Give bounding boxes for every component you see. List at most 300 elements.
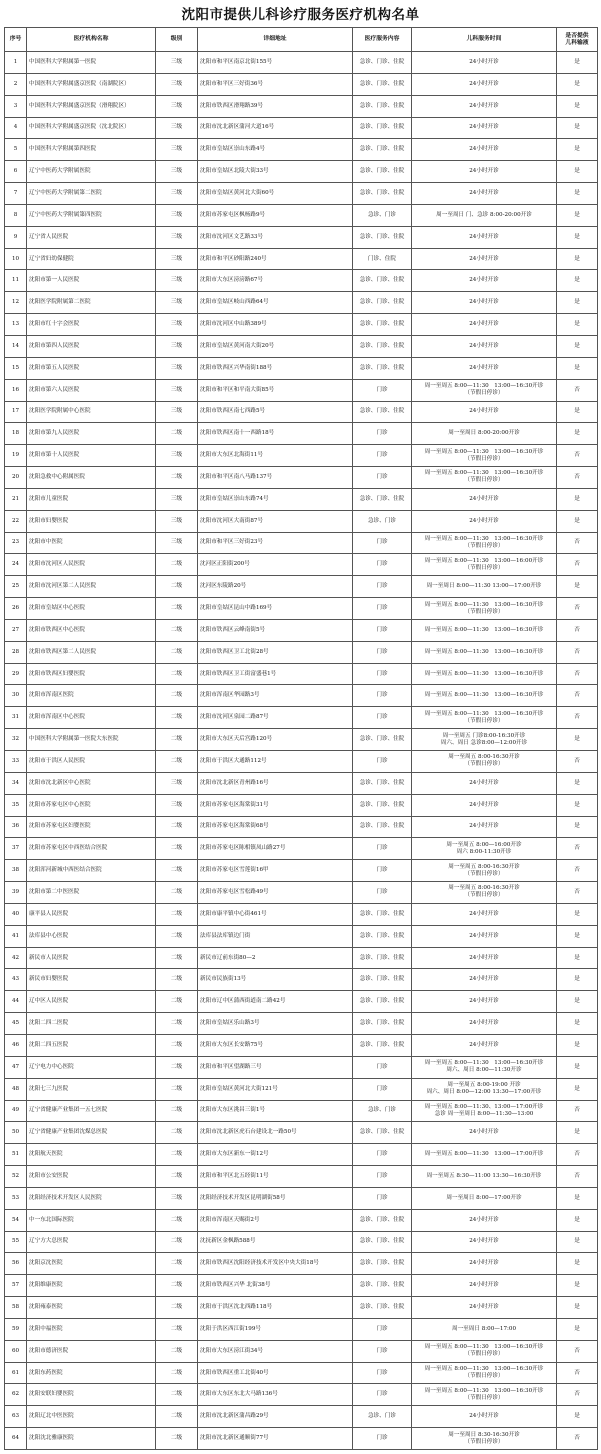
cell-level: 二级 bbox=[156, 467, 198, 489]
cell-level: 二级 bbox=[156, 1166, 198, 1188]
cell-name: 沈阳市皇姑区中心医院 bbox=[27, 598, 156, 620]
cell-name: 沈阳安联妇婴医院 bbox=[27, 1384, 156, 1406]
cell-hours: 周一至周五 8:00—11:30 13:00—16:30开诊 （节假日停诊） bbox=[412, 1340, 557, 1362]
cell-no: 46 bbox=[5, 1034, 27, 1056]
cell-infusion: 否 bbox=[557, 1362, 598, 1384]
cell-service: 门诊 bbox=[353, 379, 412, 401]
header-address: 详细地址 bbox=[198, 28, 353, 52]
header-no: 序号 bbox=[5, 28, 27, 52]
cell-infusion: 否 bbox=[557, 619, 598, 641]
cell-infusion: 是 bbox=[557, 991, 598, 1013]
cell-infusion: 是 bbox=[557, 226, 598, 248]
cell-no: 42 bbox=[5, 947, 27, 969]
cell-hours: 24小时开诊 bbox=[412, 226, 557, 248]
cell-name: 沈阳市铁西区妇婴医院 bbox=[27, 663, 156, 685]
cell-hours: 24小时开诊 bbox=[412, 510, 557, 532]
cell-level: 二级 bbox=[156, 816, 198, 838]
cell-level: 二级 bbox=[156, 1253, 198, 1275]
cell-level: 三级 bbox=[156, 335, 198, 357]
cell-hours: 24小时开诊 bbox=[412, 335, 557, 357]
cell-address: 沈阳市皇姑区黄河南大街20号 bbox=[198, 335, 353, 357]
cell-address: 沈阳市和平区北五经街11号 bbox=[198, 1166, 353, 1188]
table-row bbox=[5, 1056, 598, 1078]
cell-infusion: 是 bbox=[557, 772, 598, 794]
cell-hours: 24小时开诊 bbox=[412, 95, 557, 117]
cell-address: 沈阳市浑南区天赐街2号 bbox=[198, 1209, 353, 1231]
cell-address: 沈阳市铁西区沈阳经济技术开发区中央大街18号 bbox=[198, 1253, 353, 1275]
cell-name: 沈阳市沈河区第二人民医院 bbox=[27, 576, 156, 598]
cell-level: 二级 bbox=[156, 554, 198, 576]
cell-address: 沈阳市和平区三好街23号 bbox=[198, 532, 353, 554]
cell-level: 二级 bbox=[156, 1100, 198, 1122]
cell-service: 门诊 bbox=[353, 1340, 412, 1362]
cell-name: 沈阳医学院附属中心医院 bbox=[27, 401, 156, 423]
cell-infusion: 否 bbox=[557, 751, 598, 773]
cell-service: 急诊、门诊、住院 bbox=[353, 117, 412, 139]
cell-infusion: 是 bbox=[557, 903, 598, 925]
cell-name: 沈阳航天医院 bbox=[27, 1144, 156, 1166]
cell-service: 门诊 bbox=[353, 882, 412, 904]
cell-infusion: 是 bbox=[557, 1297, 598, 1319]
cell-no: 36 bbox=[5, 816, 27, 838]
cell-service: 急诊、门诊、住院 bbox=[353, 335, 412, 357]
cell-service: 门诊 bbox=[353, 1078, 412, 1100]
table-row bbox=[5, 1318, 598, 1340]
cell-hours: 周一至周五 8:00—11:30 13:00—16:30开诊 bbox=[412, 619, 557, 641]
cell-no: 4 bbox=[5, 117, 27, 139]
table-row bbox=[5, 641, 598, 663]
cell-no: 50 bbox=[5, 1122, 27, 1144]
cell-hours: 周一至周五 8:00—11:30 13:00—16:30开诊 （节假日停诊） bbox=[412, 598, 557, 620]
cell-hours: 周一至周日 8:30-16:30开诊 （节假日停诊） bbox=[412, 1428, 557, 1450]
cell-no: 6 bbox=[5, 161, 27, 183]
cell-service: 急诊、门诊、住院 bbox=[353, 139, 412, 161]
cell-hours: 周一至周日 8:00—17:00 bbox=[412, 1318, 557, 1340]
cell-infusion: 否 bbox=[557, 379, 598, 401]
cell-service: 急诊、门诊、住院 bbox=[353, 226, 412, 248]
cell-address: 沈阳市和平区和平南大街85号 bbox=[198, 379, 353, 401]
cell-level: 二级 bbox=[156, 598, 198, 620]
cell-address: 沈阳市皇姑区北陵大街33号 bbox=[198, 161, 353, 183]
cell-hours: 周一至周五 8:00—11:30 13:00—16:30开诊 （节假日停诊） bbox=[412, 379, 557, 401]
cell-hours: 24小时开诊 bbox=[412, 947, 557, 969]
table-row bbox=[5, 707, 598, 729]
cell-service: 急诊、门诊、住院 bbox=[353, 1122, 412, 1144]
cell-infusion: 否 bbox=[557, 882, 598, 904]
cell-service: 急诊、门诊、住院 bbox=[353, 772, 412, 794]
cell-no: 14 bbox=[5, 335, 27, 357]
cell-service: 急诊、门诊、住院 bbox=[353, 357, 412, 379]
cell-no: 9 bbox=[5, 226, 27, 248]
cell-name: 沈阳辽北中医医院 bbox=[27, 1406, 156, 1428]
cell-service: 急诊、门诊、住院 bbox=[353, 969, 412, 991]
cell-hours: 周一至周五 8:00—11:30 13:00—16:30开诊 bbox=[412, 685, 557, 707]
cell-service: 门诊 bbox=[353, 1166, 412, 1188]
cell-level: 二级 bbox=[156, 1318, 198, 1340]
cell-no: 31 bbox=[5, 707, 27, 729]
cell-name: 沈阳市公安医院 bbox=[27, 1166, 156, 1188]
cell-hours: 周一至周五 8:00—11:30 13:00—17:00开诊 bbox=[412, 1144, 557, 1166]
cell-address: 法库县法库镇边门街 bbox=[198, 925, 353, 947]
cell-hours: 周一至周五 门诊8:00-16:30开诊 周六、周日 急诊8:00—12:00开诊 bbox=[412, 729, 557, 751]
cell-hours: 周一至周五 8:00-19:00 开诊 周六、周日 8:00—12:00 13:30—17:00开诊 bbox=[412, 1078, 557, 1100]
cell-address: 沈阳市皇姑区岐山西路64号 bbox=[198, 292, 353, 314]
cell-address: 沈阳市沈河区大南街87号 bbox=[198, 510, 353, 532]
cell-name: 沈阳市沈北新区中心医院 bbox=[27, 772, 156, 794]
cell-address: 沈阳市苏家屯区雪松路49号 bbox=[198, 882, 353, 904]
cell-name: 沈阳市浑南区中心医院 bbox=[27, 707, 156, 729]
header-infusion: 是否提供 儿科输液 bbox=[557, 28, 598, 52]
cell-address: 沈河区东陵路20号 bbox=[198, 576, 353, 598]
cell-address: 沈阳市沈北新区蒲河大道16号 bbox=[198, 117, 353, 139]
cell-service: 急诊、门诊、住院 bbox=[353, 73, 412, 95]
cell-level: 三级 bbox=[156, 52, 198, 74]
cell-infusion: 否 bbox=[557, 1428, 598, 1450]
cell-service: 急诊、门诊 bbox=[353, 510, 412, 532]
cell-infusion: 是 bbox=[557, 117, 598, 139]
cell-name: 沈阳东药医院 bbox=[27, 1362, 156, 1384]
cell-level: 二级 bbox=[156, 663, 198, 685]
cell-infusion: 否 bbox=[557, 707, 598, 729]
cell-no: 37 bbox=[5, 838, 27, 860]
table-row bbox=[5, 401, 598, 423]
cell-no: 28 bbox=[5, 641, 27, 663]
cell-name: 沈阳七三九医院 bbox=[27, 1078, 156, 1100]
cell-no: 47 bbox=[5, 1056, 27, 1078]
table-row bbox=[5, 73, 598, 95]
cell-level: 二级 bbox=[156, 1428, 198, 1450]
cell-no: 26 bbox=[5, 598, 27, 620]
cell-infusion: 是 bbox=[557, 1231, 598, 1253]
cell-hours: 24小时开诊 bbox=[412, 1013, 557, 1035]
table-row bbox=[5, 423, 598, 445]
cell-address: 沈抚新区金枫路588号 bbox=[198, 1231, 353, 1253]
cell-hours: 24小时开诊 bbox=[412, 248, 557, 270]
cell-hours: 周一至周五 8:00-16:30开诊 （节假日停诊） bbox=[412, 751, 557, 773]
cell-hours: 周一至周日 8:00—17:00开诊 bbox=[412, 1187, 557, 1209]
cell-infusion: 否 bbox=[557, 467, 598, 489]
cell-address: 沈阳市皇姑区黄河北大街121号 bbox=[198, 1078, 353, 1100]
cell-level: 二级 bbox=[156, 969, 198, 991]
cell-level: 二级 bbox=[156, 860, 198, 882]
table-row bbox=[5, 1362, 598, 1384]
cell-level: 三级 bbox=[156, 357, 198, 379]
cell-hours: 24小时开诊 bbox=[412, 357, 557, 379]
cell-address: 沈阳市沈北新区蒲昌路29号 bbox=[198, 1406, 353, 1428]
cell-level: 二级 bbox=[156, 1362, 198, 1384]
table-row bbox=[5, 139, 598, 161]
cell-hours: 24小时开诊 bbox=[412, 139, 557, 161]
cell-no: 5 bbox=[5, 139, 27, 161]
cell-level: 二级 bbox=[156, 1406, 198, 1428]
table-row bbox=[5, 467, 598, 489]
cell-address: 沈河区正阳街200号 bbox=[198, 554, 353, 576]
table-row bbox=[5, 488, 598, 510]
cell-name: 沈阳二四五医院 bbox=[27, 1034, 156, 1056]
cell-name: 沈阳经济技术开发区人民医院 bbox=[27, 1187, 156, 1209]
cell-address: 沈阳市和平区三好街36号 bbox=[198, 73, 353, 95]
cell-hours: 周一至周五 8:00—11:30 13:00—16:30开诊 （节假日停诊） bbox=[412, 1384, 557, 1406]
cell-no: 32 bbox=[5, 729, 27, 751]
cell-infusion: 是 bbox=[557, 729, 598, 751]
cell-no: 55 bbox=[5, 1231, 27, 1253]
cell-hours: 24小时开诊 bbox=[412, 794, 557, 816]
cell-name: 沈阳市第九人民医院 bbox=[27, 423, 156, 445]
cell-level: 二级 bbox=[156, 1056, 198, 1078]
table-row bbox=[5, 1166, 598, 1188]
header-name: 医疗机构名称 bbox=[27, 28, 156, 52]
cell-name: 沈阳市浑南区医院 bbox=[27, 685, 156, 707]
cell-name: 沈阳京沈医院 bbox=[27, 1253, 156, 1275]
cell-service: 急诊、门诊、住院 bbox=[353, 794, 412, 816]
cell-name: 中国医科大学附属第一医院大东医院 bbox=[27, 729, 156, 751]
cell-name: 沈阳市红十字会医院 bbox=[27, 314, 156, 336]
cell-level: 二级 bbox=[156, 1013, 198, 1035]
cell-hours: 24小时开诊 bbox=[412, 1231, 557, 1253]
cell-hours: 周一至周五 8:00—11:30 13:00—16:30开诊 （节假日停诊） bbox=[412, 445, 557, 467]
cell-address: 沈阳市沈北新区青州路16号 bbox=[198, 772, 353, 794]
table-row bbox=[5, 1340, 598, 1362]
cell-service: 急诊、门诊、住院 bbox=[353, 52, 412, 74]
document-title: 沈阳市提供儿科诊疗服务医疗机构名单 bbox=[181, 7, 420, 23]
cell-hours: 24小时开诊 bbox=[412, 925, 557, 947]
cell-no: 18 bbox=[5, 423, 27, 445]
cell-name: 沈阳市于洪区人民医院 bbox=[27, 751, 156, 773]
table-row bbox=[5, 598, 598, 620]
cell-no: 12 bbox=[5, 292, 27, 314]
cell-level: 二级 bbox=[156, 619, 198, 641]
table-row bbox=[5, 445, 598, 467]
cell-no: 34 bbox=[5, 772, 27, 794]
table-row bbox=[5, 991, 598, 1013]
table-row bbox=[5, 729, 598, 751]
cell-level: 三级 bbox=[156, 139, 198, 161]
cell-address: 沈阳市康平镇中心街461号 bbox=[198, 903, 353, 925]
cell-level: 二级 bbox=[156, 1034, 198, 1056]
cell-service: 门诊 bbox=[353, 1056, 412, 1078]
cell-name: 法库县中心医院 bbox=[27, 925, 156, 947]
cell-name: 沈阳市德济医院 bbox=[27, 1340, 156, 1362]
cell-level: 三级 bbox=[156, 226, 198, 248]
cell-name: 辽宁中医药大学附属第四医院 bbox=[27, 204, 156, 226]
cell-no: 49 bbox=[5, 1100, 27, 1122]
cell-name: 中国医科大学附属盛京医院（南湖院区） bbox=[27, 73, 156, 95]
cell-no: 58 bbox=[5, 1297, 27, 1319]
cell-name: 辽宁方大总医院 bbox=[27, 1231, 156, 1253]
cell-service: 急诊、门诊、住院 bbox=[353, 1209, 412, 1231]
cell-service: 门诊 bbox=[353, 707, 412, 729]
cell-service: 急诊、门诊、住院 bbox=[353, 95, 412, 117]
cell-name: 沈阳市苏家屯区中西医结合医院 bbox=[27, 838, 156, 860]
cell-infusion: 否 bbox=[557, 532, 598, 554]
table-row bbox=[5, 1231, 598, 1253]
cell-infusion: 是 bbox=[557, 183, 598, 205]
cell-service: 急诊、门诊、住院 bbox=[353, 947, 412, 969]
cell-infusion: 是 bbox=[557, 52, 598, 74]
cell-service: 急诊、门诊、住院 bbox=[353, 729, 412, 751]
table-row bbox=[5, 357, 598, 379]
cell-infusion: 否 bbox=[557, 685, 598, 707]
cell-name: 沈阳市第十人民医院 bbox=[27, 445, 156, 467]
cell-service: 门诊 bbox=[353, 576, 412, 598]
cell-infusion: 是 bbox=[557, 947, 598, 969]
cell-address: 沈阳市皇姑区乐山路3号 bbox=[198, 1013, 353, 1035]
cell-no: 30 bbox=[5, 685, 27, 707]
cell-hours: 周一至周五 8:00—11:30 13:00—16:30开诊 bbox=[412, 663, 557, 685]
cell-service: 门诊 bbox=[353, 1318, 412, 1340]
cell-address: 沈阳市皇姑区黄河北大街60号 bbox=[198, 183, 353, 205]
cell-address: 沈阳市铁西区兴华 北街38号 bbox=[198, 1275, 353, 1297]
cell-no: 56 bbox=[5, 1253, 27, 1275]
cell-name: 辽宁省健康产业集团一五七医院 bbox=[27, 1100, 156, 1122]
cell-no: 22 bbox=[5, 510, 27, 532]
cell-level: 三级 bbox=[156, 379, 198, 401]
cell-no: 11 bbox=[5, 270, 27, 292]
cell-level: 二级 bbox=[156, 947, 198, 969]
header-service: 医疗服务内容 bbox=[353, 28, 412, 52]
cell-no: 51 bbox=[5, 1144, 27, 1166]
cell-infusion: 是 bbox=[557, 816, 598, 838]
table-row bbox=[5, 270, 598, 292]
cell-service: 门诊 bbox=[353, 1187, 412, 1209]
cell-hours: 24小时开诊 bbox=[412, 1122, 557, 1144]
cell-name: 沈阳市第一人民医院 bbox=[27, 270, 156, 292]
table-row bbox=[5, 1078, 598, 1100]
cell-name: 辽宁省妇幼保健院 bbox=[27, 248, 156, 270]
cell-no: 23 bbox=[5, 532, 27, 554]
cell-no: 13 bbox=[5, 314, 27, 336]
cell-service: 门诊 bbox=[353, 1384, 412, 1406]
cell-hours: 24小时开诊 bbox=[412, 117, 557, 139]
cell-address: 沈阳市铁西区兴华南街188号 bbox=[198, 357, 353, 379]
cell-service: 急诊、门诊、住院 bbox=[353, 1034, 412, 1056]
cell-name: 沈阳市第六人民医院 bbox=[27, 379, 156, 401]
table-row bbox=[5, 1275, 598, 1297]
cell-name: 沈阳市第五人民医院 bbox=[27, 357, 156, 379]
table-row bbox=[5, 794, 598, 816]
cell-level: 三级 bbox=[156, 510, 198, 532]
table-row bbox=[5, 1144, 598, 1166]
cell-name: 沈阳中福医院 bbox=[27, 1318, 156, 1340]
cell-level: 三级 bbox=[156, 95, 198, 117]
cell-no: 38 bbox=[5, 860, 27, 882]
cell-address: 沈阳市苏家屯区海棠街68号 bbox=[198, 816, 353, 838]
cell-address: 沈阳市皇姑区昆山中路169号 bbox=[198, 598, 353, 620]
table-row bbox=[5, 816, 598, 838]
cell-hours: 周一至周五 8:00—11:30 13:00—16:30开诊 （节假日停诊） bbox=[412, 467, 557, 489]
cell-level: 三级 bbox=[156, 1187, 198, 1209]
cell-no: 10 bbox=[5, 248, 27, 270]
cell-name: 辽宁中医药大学附属医院 bbox=[27, 161, 156, 183]
cell-service: 急诊、门诊、住院 bbox=[353, 1253, 412, 1275]
cell-name: 中国医科大学附属第四医院 bbox=[27, 139, 156, 161]
cell-no: 54 bbox=[5, 1209, 27, 1231]
cell-hours: 24小时开诊 bbox=[412, 73, 557, 95]
cell-no: 33 bbox=[5, 751, 27, 773]
cell-hours: 周一至周五 8:00—11:30 13:00—16:30开诊 bbox=[412, 641, 557, 663]
cell-infusion: 是 bbox=[557, 314, 598, 336]
table-row bbox=[5, 947, 598, 969]
cell-hours: 24小时开诊 bbox=[412, 488, 557, 510]
cell-service: 急诊、门诊、住院 bbox=[353, 1013, 412, 1035]
cell-no: 35 bbox=[5, 794, 27, 816]
cell-infusion: 是 bbox=[557, 1253, 598, 1275]
cell-infusion: 是 bbox=[557, 1078, 598, 1100]
cell-infusion: 是 bbox=[557, 794, 598, 816]
cell-no: 20 bbox=[5, 467, 27, 489]
table-row bbox=[5, 969, 598, 991]
cell-service: 急诊、门诊、住院 bbox=[353, 991, 412, 1013]
cell-service: 急诊、门诊、住院 bbox=[353, 292, 412, 314]
cell-no: 39 bbox=[5, 882, 27, 904]
cell-address: 沈阳市沈北新区虎石台建设北一路50号 bbox=[198, 1122, 353, 1144]
cell-level: 三级 bbox=[156, 161, 198, 183]
cell-address: 沈阳市铁西区南十一西路18号 bbox=[198, 423, 353, 445]
cell-service: 门诊 bbox=[353, 445, 412, 467]
cell-level: 二级 bbox=[156, 1144, 198, 1166]
cell-no: 27 bbox=[5, 619, 27, 641]
cell-infusion: 是 bbox=[557, 161, 598, 183]
table-row bbox=[5, 532, 598, 554]
cell-level: 二级 bbox=[156, 1231, 198, 1253]
table-row bbox=[5, 1209, 598, 1231]
cell-service: 门诊 bbox=[353, 663, 412, 685]
cell-level: 二级 bbox=[156, 576, 198, 598]
cell-hours: 24小时开诊 bbox=[412, 1275, 557, 1297]
cell-name: 沈阳市第四人民医院 bbox=[27, 335, 156, 357]
cell-address: 沈阳市于洪区沈北西路118号 bbox=[198, 1297, 353, 1319]
cell-address: 沈阳市沈河区泉园二路87号 bbox=[198, 707, 353, 729]
cell-infusion: 否 bbox=[557, 1144, 598, 1166]
cell-level: 三级 bbox=[156, 248, 198, 270]
cell-service: 急诊、门诊、住院 bbox=[353, 903, 412, 925]
cell-address: 沈阳市辽中区蒲西街道南二路42号 bbox=[198, 991, 353, 1013]
cell-infusion: 是 bbox=[557, 576, 598, 598]
cell-level: 三级 bbox=[156, 488, 198, 510]
cell-infusion: 是 bbox=[557, 1406, 598, 1428]
table-row bbox=[5, 1297, 598, 1319]
cell-no: 45 bbox=[5, 1013, 27, 1035]
cell-name: 辽宁电力中心医院 bbox=[27, 1056, 156, 1078]
cell-name: 辽宁省人民医院 bbox=[27, 226, 156, 248]
cell-infusion: 是 bbox=[557, 1122, 598, 1144]
cell-hours: 24小时开诊 bbox=[412, 1253, 557, 1275]
cell-level: 三级 bbox=[156, 292, 198, 314]
cell-infusion: 是 bbox=[557, 1013, 598, 1035]
table-row bbox=[5, 838, 598, 860]
cell-level: 二级 bbox=[156, 423, 198, 445]
cell-level: 二级 bbox=[156, 707, 198, 729]
cell-service: 门诊、住院 bbox=[353, 248, 412, 270]
cell-service: 门诊 bbox=[353, 423, 412, 445]
cell-hours: 24小时开诊 bbox=[412, 816, 557, 838]
cell-infusion: 是 bbox=[557, 335, 598, 357]
cell-service: 急诊、门诊、住院 bbox=[353, 161, 412, 183]
cell-service: 门诊 bbox=[353, 860, 412, 882]
cell-no: 21 bbox=[5, 488, 27, 510]
cell-address: 沈阳市大东区滂江街34号 bbox=[198, 1340, 353, 1362]
cell-name: 新民市妇婴医院 bbox=[27, 969, 156, 991]
cell-hours: 24小时开诊 bbox=[412, 1297, 557, 1319]
cell-service: 急诊、门诊、住院 bbox=[353, 816, 412, 838]
cell-level: 三级 bbox=[156, 73, 198, 95]
cell-name: 沈阳沈北雅康医院 bbox=[27, 1428, 156, 1450]
cell-name: 沈阳市铁西区中心医院 bbox=[27, 619, 156, 641]
cell-address: 沈阳市铁西区卫工北街28号 bbox=[198, 641, 353, 663]
cell-name: 沈阳市第二中医医院 bbox=[27, 882, 156, 904]
cell-address: 沈阳市皇姑区崇山东路74号 bbox=[198, 488, 353, 510]
cell-infusion: 否 bbox=[557, 838, 598, 860]
